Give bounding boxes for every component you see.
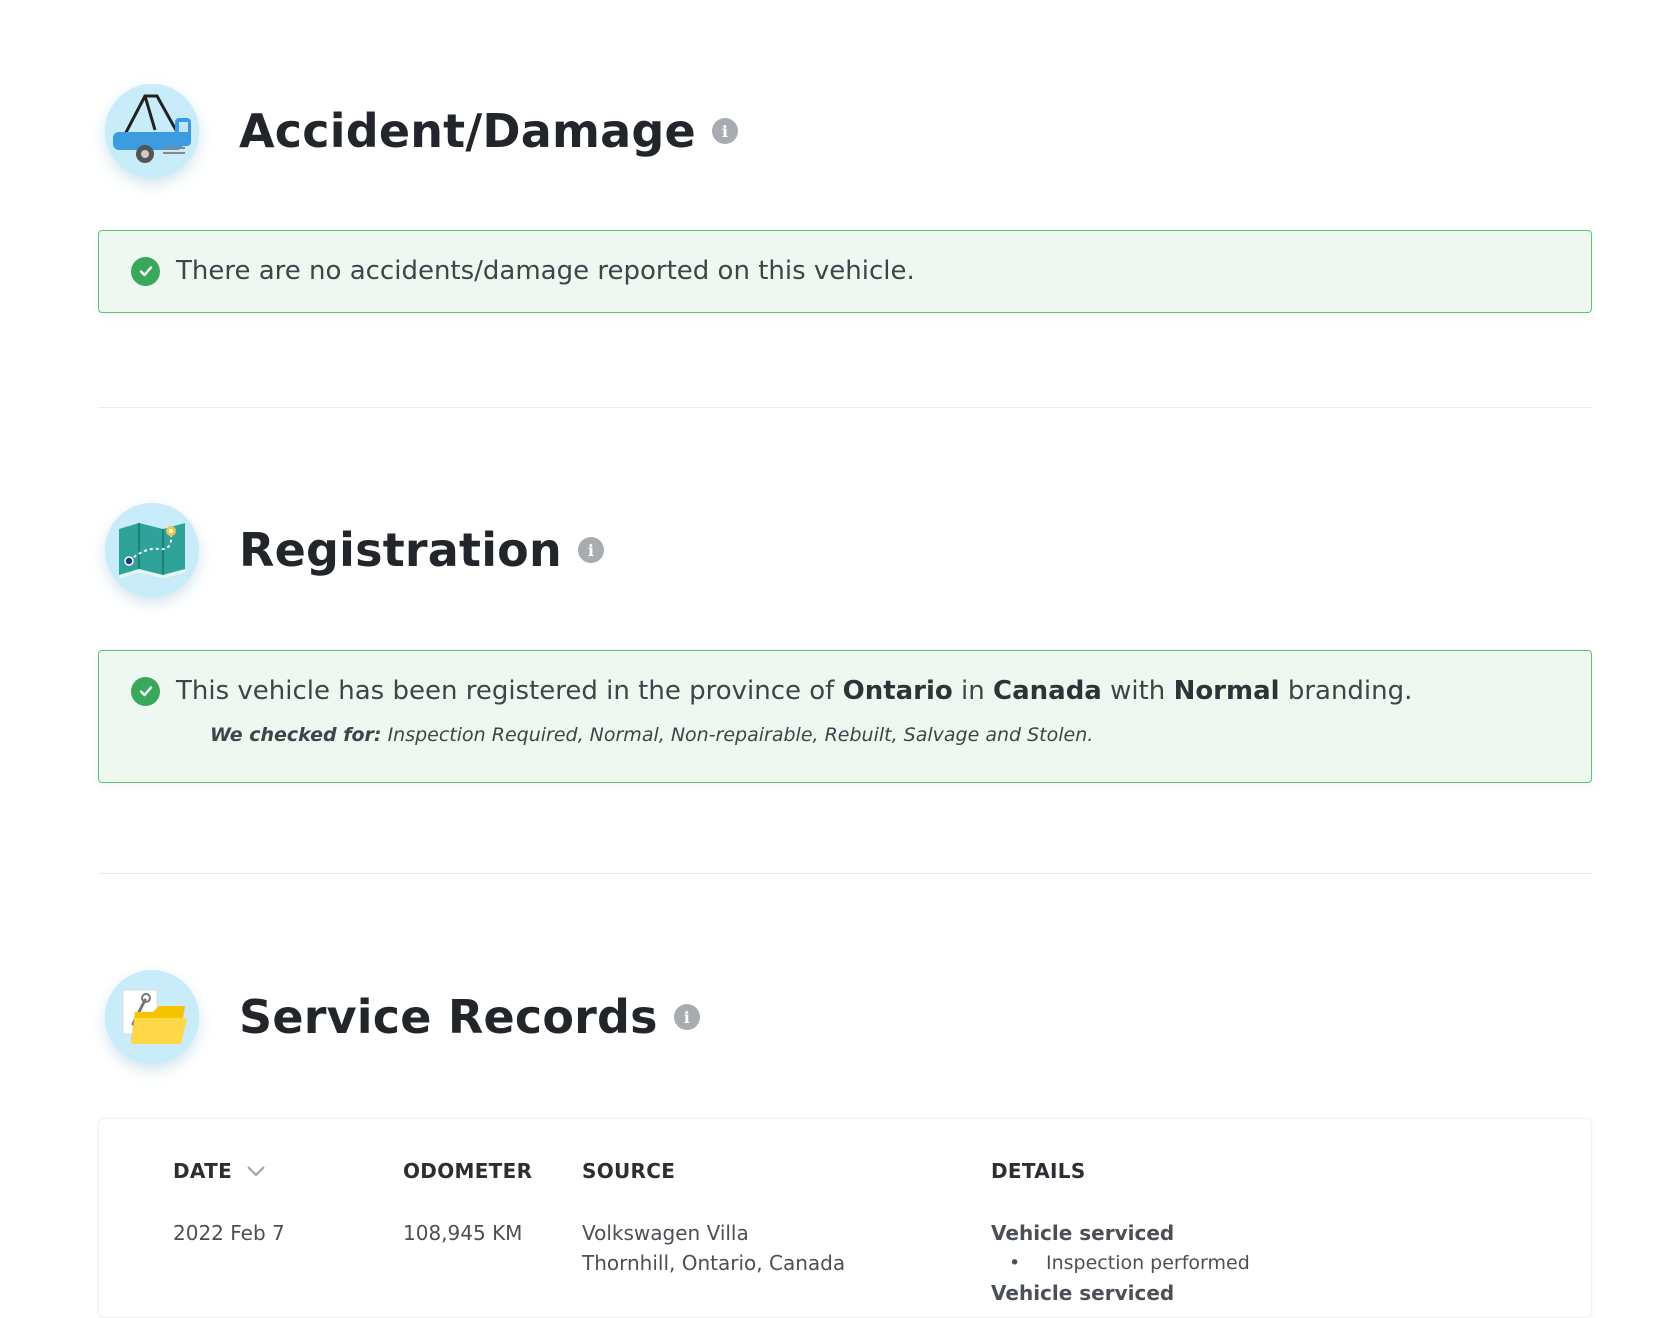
bullet-symbol: • [1009, 1252, 1021, 1274]
accident-title: Accident/Damage [239, 104, 696, 158]
service-info-icon[interactable]: i [674, 1004, 700, 1030]
checked-for-list: Inspection Required, Normal, Non-repairable, Rebuilt, Salvage and Stolen. [381, 724, 1094, 746]
accident-info-icon[interactable]: i [712, 118, 738, 144]
country-value: Canada [993, 676, 1102, 706]
source-column-header: SOURCE [582, 1159, 676, 1183]
source-name: Volkswagen Villa [582, 1221, 749, 1245]
chevron-down-icon[interactable] [246, 1165, 266, 1177]
section-divider [98, 873, 1592, 874]
details-column-header: DETAILS [991, 1159, 1086, 1183]
accident-section-header [105, 84, 738, 178]
registration-section-header [105, 503, 604, 597]
check-circle-icon [131, 677, 160, 706]
check-circle-icon [131, 257, 160, 286]
registration-info-icon[interactable]: i [578, 537, 604, 563]
service-title: Service Records [239, 990, 658, 1044]
province-value: Ontario [842, 676, 953, 706]
registration-message: This vehicle has been registered in the province of Ontario in Canada with Normal branding. [176, 676, 1413, 706]
detail-title-next: Vehicle serviced [991, 1281, 1175, 1305]
row-odometer: 108,945 KM [403, 1221, 523, 1245]
row-date: 2022 Feb 7 [173, 1221, 285, 1245]
accident-status-alert [98, 230, 1592, 313]
source-location: Thornhill, Ontario, Canada [582, 1251, 846, 1275]
row-source [582, 1218, 845, 1278]
checked-for-note [210, 724, 1591, 746]
service-section-header [105, 970, 700, 1064]
row-details [991, 1218, 1250, 1308]
registration-title: Registration [239, 523, 562, 577]
checked-for-label: We checked for: [210, 724, 382, 746]
detail-title: Vehicle serviced [991, 1221, 1175, 1245]
odometer-column-header: ODOMETER [403, 1159, 533, 1183]
registration-status-alert [98, 650, 1592, 783]
tow-truck-icon [105, 84, 199, 178]
map-icon [105, 503, 199, 597]
folder-wrench-icon [105, 970, 199, 1064]
detail-item: • Inspection performed [991, 1248, 1250, 1278]
accident-message: There are no accidents/damage reported on this vehicle. [176, 256, 915, 286]
section-divider [98, 407, 1592, 408]
branding-value: Normal [1173, 676, 1280, 706]
date-column-header[interactable]: DATE [173, 1159, 266, 1183]
